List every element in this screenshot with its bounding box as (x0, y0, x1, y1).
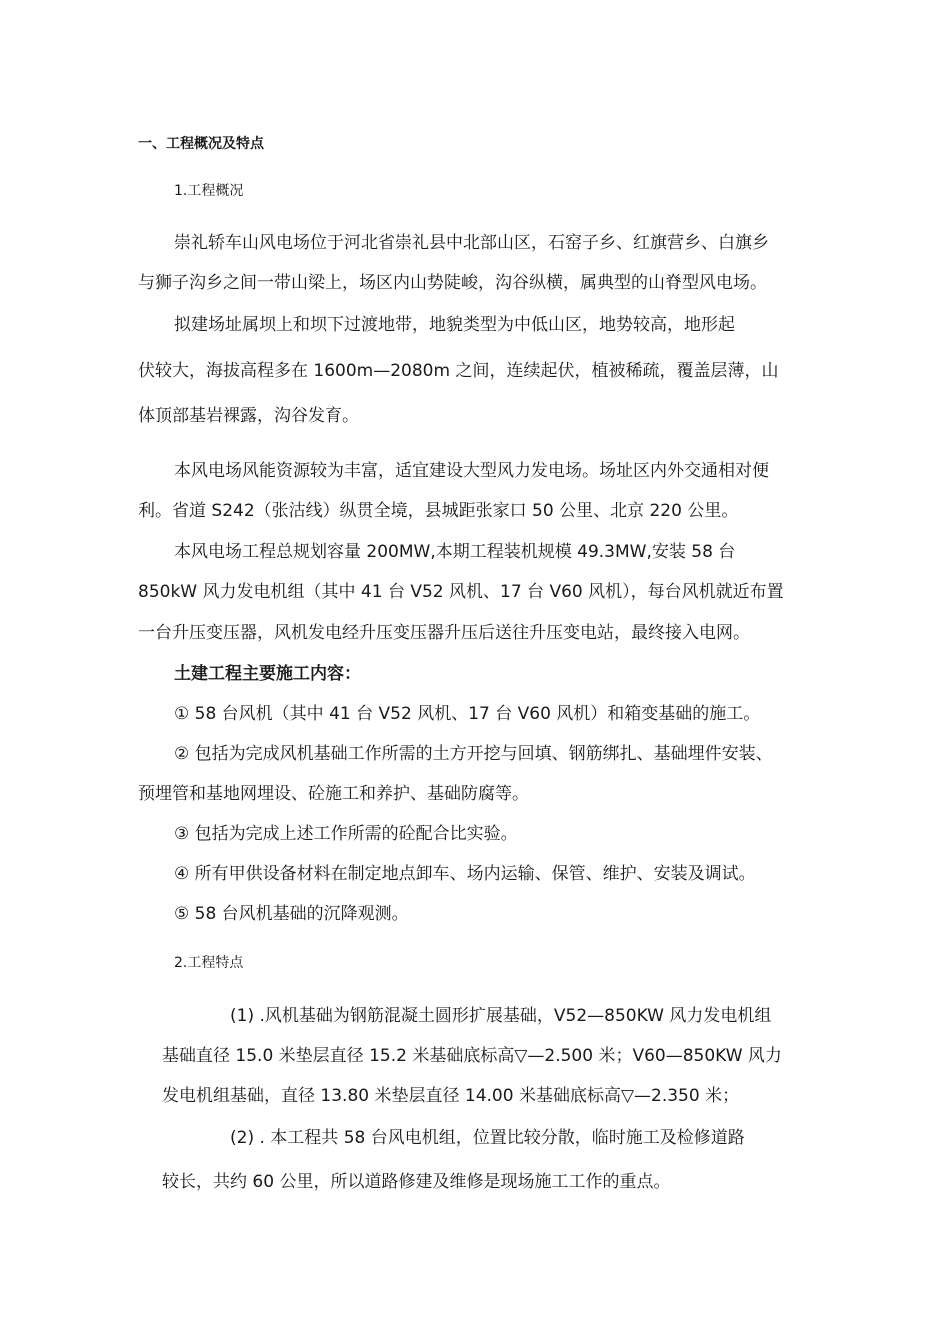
feature-line: (2) . 本工程共 58 台风电机组，位置比较分散，临时施工及检修道路 (230, 1128, 745, 1148)
paragraph-line: 崇礼轿车山风电场位于河北省崇礼县中北部山区，石窑子乡、红旗营乡、白旗乡 (174, 233, 769, 253)
list-item: ② 包括为完成风机基础工作所需的土方开挖与回填、钢筋绑扎、基础埋件安装、 (174, 744, 773, 764)
feature-line: 发电机组基础，直径 13.80 米垫层直径 14.00 米基础底标高▽—2.350 米； (162, 1086, 740, 1106)
paragraph-line: 850kW 风力发电机组（其中 41 台 V52 风机、17 台 V60 风机），每台风机就近布置 (138, 582, 784, 602)
subsection-title-features: 2.工程特点 (174, 955, 244, 971)
list-item: ④ 所有甲供设备材料在制定地点卸车、场内运输、保管、维护、安装及调试。 (174, 864, 756, 884)
list-item: ③ 包括为完成上述工作所需的砼配合比实验。 (174, 824, 518, 844)
paragraph-line: 利。省道 S242（张沽线）纵贯全境，县城距张家口 50 公里、北京 220 公里。 (138, 501, 739, 521)
list-item: ① 58 台风机（其中 41 台 V52 风机、17 台 V60 风机）和箱变基础的施工。 (174, 704, 761, 724)
subsection-title-overview: 1.工程概况 (174, 183, 244, 199)
paragraph-line: 本风电场工程总规划容量 200MW,本期工程装机规模 49.3MW,安装 58 台 (174, 542, 736, 562)
paragraph-line: 本风电场风能资源较为丰富，适宜建设大型风力发电场。场址区内外交通相对便 (174, 461, 769, 481)
list-item: ⑤ 58 台风机基础的沉降观测。 (174, 904, 409, 924)
paragraph-line: 与狮子沟乡之间一带山梁上，场区内山势陡峻，沟谷纵横，属典型的山脊型风电场。 (138, 273, 767, 293)
paragraph-line: 拟建场址属坝上和坝下过渡地带，地貌类型为中低山区，地势较高，地形起 (174, 315, 735, 335)
paragraph-line: 体顶部基岩裸露，沟谷发育。 (138, 406, 359, 426)
section-title: 一、工程概况及特点 (138, 136, 264, 152)
civil-works-heading: 土建工程主要施工内容： (174, 664, 361, 684)
paragraph-line: 伏较大，海拔高程多在 1600m—2080m 之间，连续起伏，植被稀疏，覆盖层薄，山 (138, 361, 779, 381)
feature-line: (1) .风机基础为钢筋混凝土圆形扩展基础，V52—850KW 风力发电机组 (230, 1006, 772, 1026)
paragraph-line: 一台升压变压器，风机发电经升压变压器升压后送往升压变电站，最终接入电网。 (138, 623, 750, 643)
feature-line: 基础直径 15.0 米垫层直径 15.2 米基础底标高▽—2.500 米；V60—850KW 风力 (162, 1046, 782, 1066)
feature-line: 较长，共约 60 公里，所以道路修建及维修是现场施工工作的重点。 (162, 1172, 671, 1192)
list-item-continuation: 预埋管和基地网埋设、砼施工和养护、基础防腐等。 (138, 784, 529, 804)
